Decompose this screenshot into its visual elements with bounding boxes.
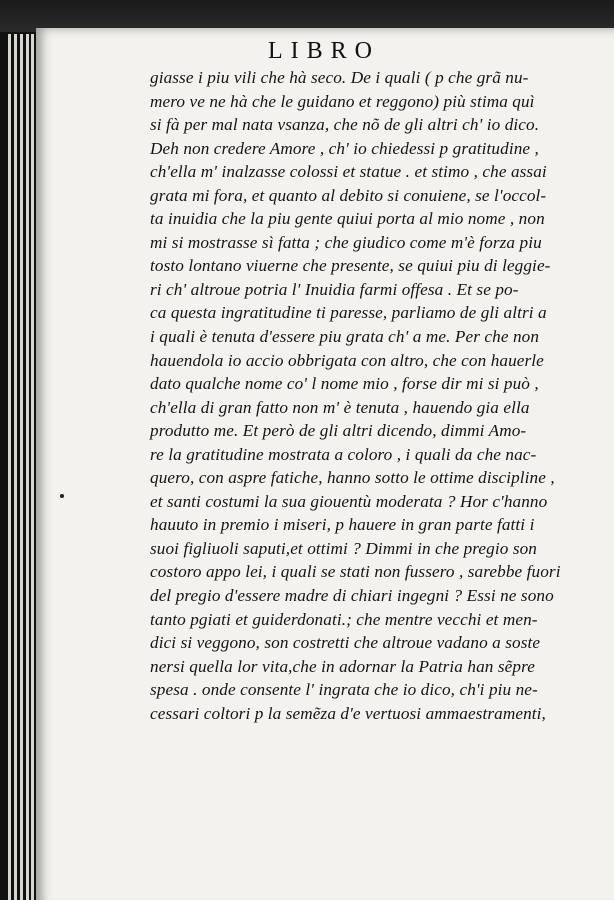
- page-edge: [26, 34, 29, 900]
- text-line: ch'ella m' inalzasse colossi et statue . et stimo , che assai: [150, 162, 547, 182]
- page-edge: [14, 34, 17, 900]
- page-edge: [31, 34, 34, 900]
- text-line: tanto pgiati et guiderdonati.; che mentre vecchi et men-: [150, 609, 538, 629]
- page-edge: [20, 34, 23, 900]
- text-line: suoi figliuoli saputi,et ottimi ? Dimmi in che pregio son: [150, 538, 537, 558]
- text-line: dici si veggono, son costretti che altroue vadano a soste: [150, 633, 541, 653]
- page-edge: [8, 34, 11, 900]
- text-line: giasse i piu vili che hà seco. De i quali ( p che grã nu-: [150, 68, 529, 87]
- text-line: re la gratitudine mostrata a coloro , i quali da che nac-: [150, 444, 537, 464]
- running-head: LIBRO: [268, 38, 380, 64]
- text-line: grata mi fora, et quanto al debito si conuiene, se l'occol-: [150, 185, 547, 205]
- text-line: produtto me. Et però de gli altri dicendo, dimmi Amo-: [150, 421, 527, 441]
- margin-mark: [60, 494, 64, 498]
- text-line: quero, con aspre fatiche, hanno sotto le ottime discipline ,: [150, 468, 555, 488]
- text-line: spesa . onde consente l' ingrata che io dico, ch'i piu ne-: [150, 680, 538, 700]
- text-line: et santi costumi la sua giouentù moderata ? Hor c'hanno: [150, 491, 548, 511]
- text-line: Deh non credere Amore , ch' io chiedessi p gratitudine ,: [150, 138, 539, 158]
- text-line: del pregio d'essere madre di chiari ingegni ? Essi ne sono: [150, 586, 554, 606]
- body-text: [150, 66, 600, 725]
- text-line: si fà per mal nata vsanza, che nõ de gli altri ch' io dico.: [150, 115, 540, 135]
- text-line: mero ve ne hà che le guidano et reggono) più stima quì: [150, 91, 535, 111]
- text-line: ta inuidia che la piu gente quiui porta al mio nome , non: [150, 209, 545, 229]
- text-line: tosto lontano viuerne che presente, se quiui piu di leggie-: [150, 256, 551, 276]
- text-line: i quali è tenuta d'essere piu grata ch' a me. Per che non: [150, 327, 540, 347]
- text-line: nersi quella lor vita,che in adornar la Patria han sẽpre: [150, 656, 535, 676]
- text-line: ch'ella di gran fatto non m' è tenuta , hauendo gia ella: [150, 397, 530, 417]
- text-line: dato qualche nome co' l nome mio , forse dir mi si può ,: [150, 374, 539, 394]
- text-line: ca questa ingratitudine ti paresse, parliamo de gli altri a: [150, 303, 547, 323]
- text-line: hauuto in premio i miseri, p hauere in gran parte fatti i: [150, 515, 535, 535]
- text-line: costoro appo lei, i quali se stati non fussero , sarebbe fuori: [150, 562, 561, 582]
- text-line: cessari coltori p la semẽza d'e vertuosi ammaestramenti,: [150, 703, 546, 723]
- text-line: ri ch' altroue potria l' Inuidia farmi offesa . Et se po-: [150, 279, 519, 299]
- text-line: mi si mostrasse sì fatta ; che giudico come m'è forza piu: [150, 232, 542, 252]
- text-line: hauendola io accio obbrigata con altro, che con hauerle: [150, 350, 544, 370]
